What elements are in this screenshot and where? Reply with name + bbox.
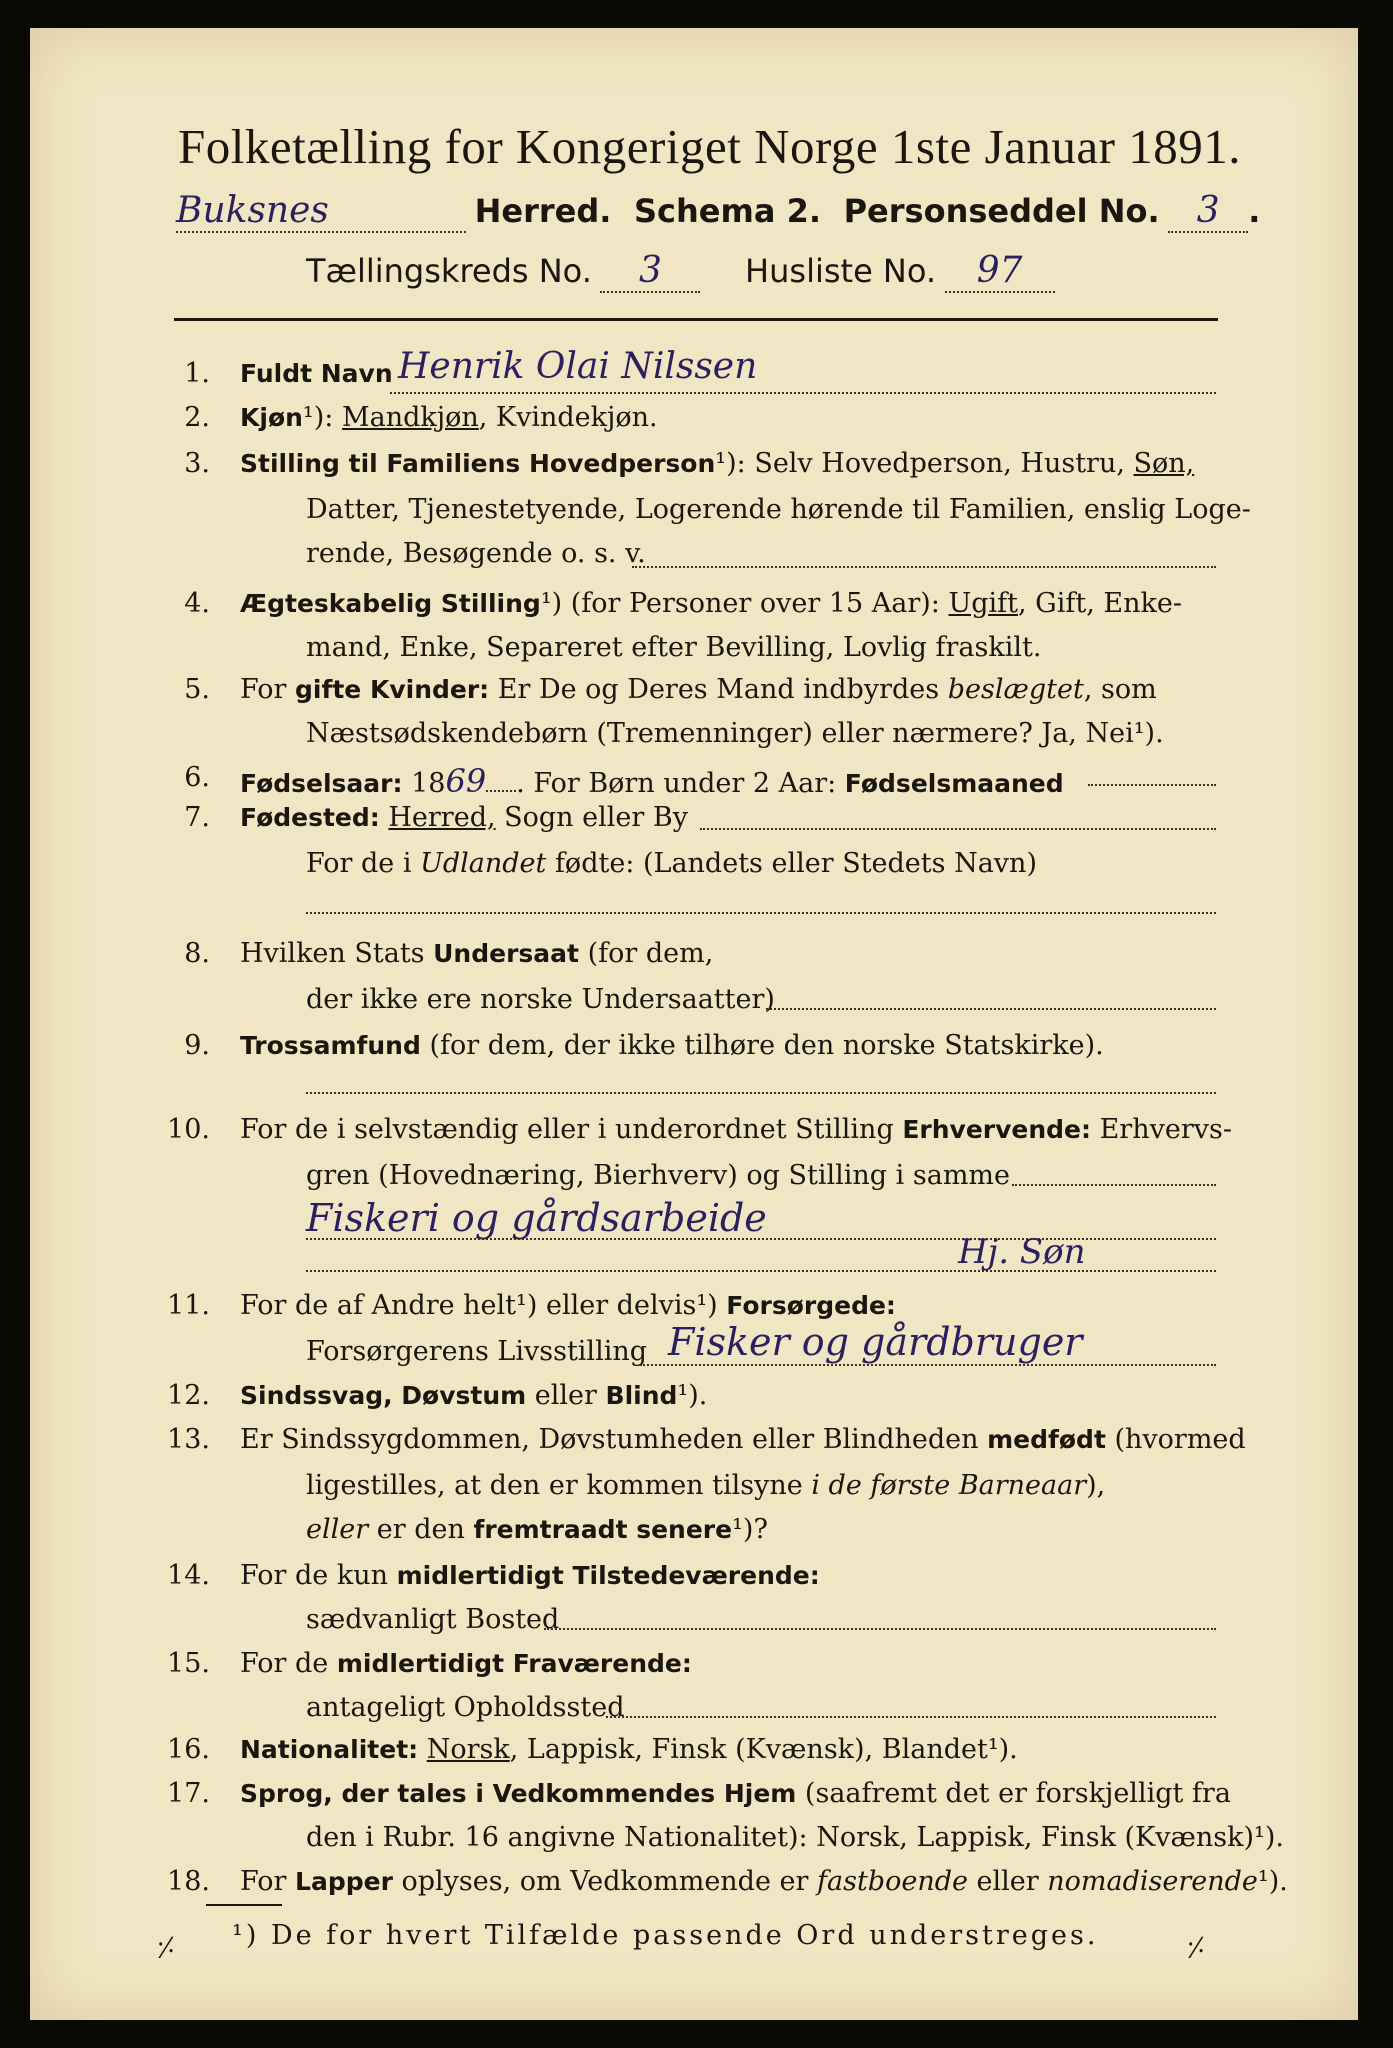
header-rule bbox=[174, 318, 1218, 321]
personseddel-label: Personseddel No. bbox=[843, 192, 1160, 230]
item-15-line-1: For de midlertidigt Fraværende: bbox=[240, 1648, 692, 1679]
full-name-value: Henrik Olai Nilssen bbox=[398, 346, 758, 387]
footnote: ¹) De for hvert Tilfælde passende Ord understreges. bbox=[232, 1920, 1099, 1951]
herred-row: Buksnes Herred. Schema 2. Personseddel No. 3 . bbox=[176, 190, 1261, 231]
provider-occupation-value: Fisker og gårdbruger bbox=[668, 1320, 1083, 1364]
item-number: 11. bbox=[167, 1290, 210, 1321]
item-3-line-3: rende, Besøgende o. s. v. bbox=[306, 538, 646, 569]
item-5-line-2: Næstsødskendebørn (Tremenninger) eller nærmere? Ja, Nei¹). bbox=[306, 718, 1164, 749]
item-3-dotline bbox=[632, 566, 1216, 568]
item-10-dotline-3 bbox=[306, 1270, 1216, 1272]
husliste-label: Husliste No. bbox=[745, 252, 937, 290]
footnote-rule bbox=[206, 1904, 282, 1906]
item-number: 5. bbox=[184, 674, 210, 705]
item-9-dotline bbox=[306, 1092, 1216, 1094]
item-8-dotline bbox=[766, 1008, 1216, 1010]
item-8-line-1: Hvilken Stats Undersaat (for dem, bbox=[240, 938, 714, 969]
pencil-tick-mark: ⸓ bbox=[1186, 1931, 1206, 1966]
item-number: 13. bbox=[167, 1424, 210, 1455]
item-number: 14. bbox=[167, 1560, 210, 1591]
item-17-line-1: Sprog, der tales i Vedkommendes Hjem (saafremt det er forskjelligt fra bbox=[240, 1778, 1231, 1809]
personseddel-number: 3 bbox=[1168, 190, 1248, 233]
item-11-line-2: Forsørgerens Livsstilling bbox=[306, 1336, 648, 1367]
item-2-line: Kjøn¹): Mandkjøn, Kvindekjøn. bbox=[240, 402, 658, 433]
item-10-dotline-1 bbox=[1012, 1184, 1216, 1186]
item-18-line: For Lapper oplyses, om Vedkommende er fastboende eller nomadiserende¹). bbox=[240, 1866, 1288, 1897]
item-number: 12. bbox=[167, 1380, 210, 1411]
item-13-line-2: ligestilles, at den er kommen tilsyne i de første Barneaar), bbox=[306, 1470, 1106, 1501]
item-6-dotline bbox=[1088, 784, 1216, 786]
herred-name: Buksnes bbox=[176, 190, 466, 233]
kreds-number: 3 bbox=[600, 250, 700, 293]
item-17-line-2: den i Rubr. 16 angivne Nationalitet): Norsk, Lappisk, Finsk (Kvænsk)¹). bbox=[306, 1822, 1284, 1853]
item-number: 17. bbox=[167, 1778, 210, 1809]
kreds-row bbox=[306, 250, 1055, 293]
item-number: 16. bbox=[167, 1734, 210, 1765]
item-14-line-1: For de kun midlertidigt Tilstedeværende: bbox=[240, 1560, 820, 1591]
occupation-value: Fiskeri og gårdsarbeide bbox=[306, 1196, 767, 1240]
item-13-line-1: Er Sindssygdommen, Døvstumheden eller Blindheden medfødt (hvormed bbox=[240, 1424, 1246, 1455]
form-title: Folketælling for Kongeriget Norge 1ste Januar 1891. bbox=[178, 119, 1241, 174]
item-1-label: Fuldt Navn bbox=[240, 359, 393, 388]
item-10-line-1: For de i selvstændig eller i underordnet Stilling Erhvervende: Erhvervs- bbox=[240, 1114, 1232, 1145]
item-13-line-3: eller er den fremtraadt senere¹)? bbox=[306, 1514, 768, 1545]
pencil-tick-mark: ⸓ bbox=[156, 1931, 176, 1966]
item-6-line: Fødselsaar: 1869 . For Børn under 2 Aar: Fødselsmaaned bbox=[240, 762, 1064, 800]
item-5-line-1: For gifte Kvinder: Er De og Deres Mand indbyrdes beslægtet, som bbox=[240, 674, 1157, 705]
item-7-line-2: For de i Udlandet fødte: (Landets eller Stedets Navn) bbox=[306, 848, 1037, 879]
name-dotline bbox=[390, 392, 1216, 394]
item-8-line-2: der ikke ere norske Undersaatter) bbox=[306, 984, 775, 1015]
item-9-line: Trossamfund (for dem, der ikke tilhøre den norske Statskirke). bbox=[240, 1030, 1104, 1061]
item-3-line-2: Datter, Tjenestetyende, Logerende hørende til Familien, enslig Loge- bbox=[306, 494, 1251, 525]
occupation-status-value: Hj. Søn bbox=[958, 1232, 1086, 1272]
item-14-line-2: sædvanligt Bosted bbox=[306, 1604, 560, 1635]
item-14-dotline bbox=[544, 1628, 1216, 1630]
item-number: 1. bbox=[184, 358, 210, 389]
item-7-dotline-1 bbox=[700, 828, 1216, 830]
census-form-sheet bbox=[30, 28, 1358, 2020]
birth-year-value: 69 bbox=[445, 762, 487, 800]
herred-label: Herred. bbox=[474, 192, 612, 230]
item-number: 3. bbox=[184, 448, 210, 479]
schema-label: Schema 2. bbox=[634, 192, 821, 230]
item-11-dotline bbox=[640, 1364, 1216, 1366]
item-7-dotline-2 bbox=[306, 912, 1216, 914]
item-4-line-2: mand, Enke, Separeret efter Bevilling, Lovlig fraskilt. bbox=[306, 632, 1042, 663]
item-12-line: Sindssvag, Døvstum eller Blind¹). bbox=[240, 1380, 708, 1411]
item-10-line-2: gren (Hovednæring, Bierhverv) og Stilling i samme bbox=[306, 1160, 1011, 1191]
kreds-label: Tællingskreds No. bbox=[306, 252, 592, 290]
item-number: 18. bbox=[167, 1866, 210, 1897]
item-number: 10. bbox=[167, 1114, 210, 1145]
item-11-line-1: For de af Andre helt¹) eller delvis¹) Forsørgede: bbox=[240, 1290, 896, 1321]
item-7-line-1: Fødested: Herred, Sogn eller By bbox=[240, 802, 688, 833]
item-15-dotline bbox=[606, 1716, 1216, 1718]
item-3-line-1: Stilling til Familiens Hovedperson¹): Selv Hovedperson, Hustru, Søn, bbox=[240, 448, 1195, 479]
item-number: 4. bbox=[184, 588, 210, 619]
item-number: 2. bbox=[184, 402, 210, 433]
item-4-line-1: Ægteskabelig Stilling¹) (for Personer over 15 Aar): Ugift, Gift, Enke- bbox=[240, 588, 1182, 619]
item-number: 9. bbox=[184, 1030, 210, 1061]
item-number: 7. bbox=[184, 802, 210, 833]
item-15-line-2: antageligt Opholdssted bbox=[306, 1692, 625, 1723]
husliste-number: 97 bbox=[945, 250, 1055, 293]
item-number: 15. bbox=[167, 1648, 210, 1679]
item-16-line: Nationalitet: Norsk, Lappisk, Finsk (Kvænsk), Blandet¹). bbox=[240, 1734, 1018, 1765]
item-number: 8. bbox=[184, 938, 210, 969]
item-number: 6. bbox=[184, 762, 210, 793]
